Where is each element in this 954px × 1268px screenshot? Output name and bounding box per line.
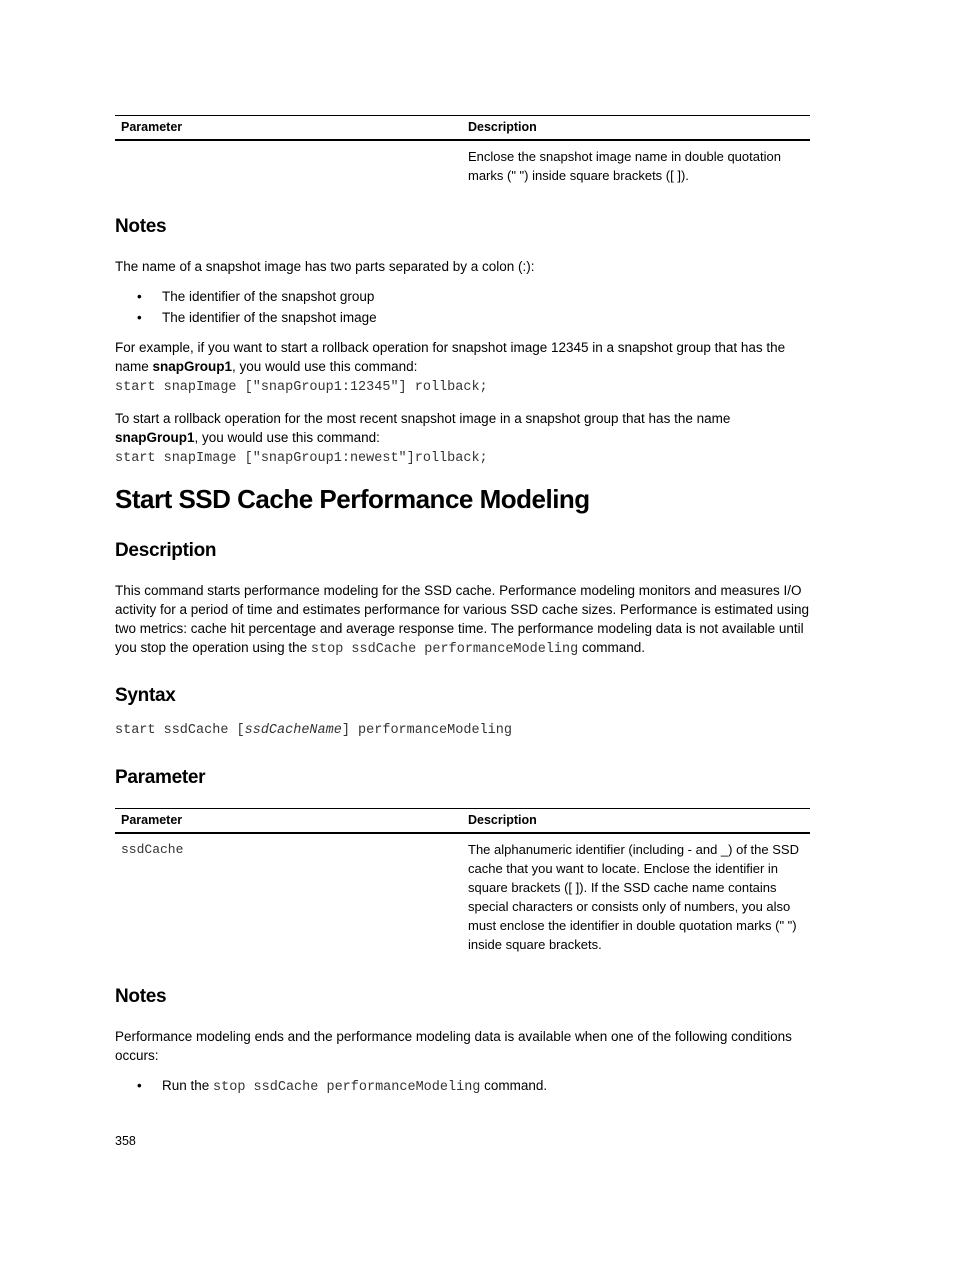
- list-item: • The identifier of the snapshot group: [115, 286, 810, 307]
- bullet-post: command.: [480, 1078, 548, 1093]
- column-header-parameter: Parameter: [121, 120, 183, 134]
- example-2-post: , you would use this command:: [194, 430, 380, 445]
- description-cell: The alphanumeric identifier (including - and _) of the SSD cache that you want to locate. Enclose the identifier in square brackets ([ ]). If the SSD cache name contains special characters or consists only of numbers, you also must enclose the identifier in double quotation marks (" ") inside square brackets.: [468, 842, 799, 952]
- param-cell: ssdCache: [121, 842, 184, 857]
- table-header-row: [115, 809, 810, 834]
- table-row: [115, 140, 810, 191]
- code-example-1: start snapImage ["snapGroup1:12345"] rollback;: [115, 380, 488, 395]
- column-header-description: Description: [468, 120, 537, 134]
- syntax-heading: Syntax: [115, 685, 176, 706]
- syntax-italic: ssdCacheName: [244, 723, 342, 738]
- notes-heading: Notes: [115, 986, 167, 1007]
- section-title: Start SSD Cache Performance Modeling: [115, 484, 590, 514]
- bullet-pre: Run the: [162, 1078, 214, 1093]
- notes-heading: Notes: [115, 216, 167, 237]
- syntax-post: ] performanceModeling: [341, 723, 512, 738]
- list-item: • The identifier of the snapshot image: [115, 307, 810, 328]
- param-cell: [115, 140, 462, 191]
- code-example-2: start snapImage ["snapGroup1:newest"]rollback;: [115, 451, 488, 466]
- bullet-code: stop ssdCache performanceModeling: [213, 1080, 481, 1095]
- notes-intro: The name of a snapshot image has two parts separated by a colon (:):: [115, 259, 535, 274]
- example-2-pre: To start a rollback operation for the most recent snapshot image in a snapshot group that has the name: [115, 411, 731, 426]
- description-end: command.: [578, 640, 646, 655]
- top-parameter-table: [115, 115, 810, 191]
- description-code: stop ssdCache performanceModeling: [310, 642, 579, 657]
- notes-text: Performance modeling ends and the performance modeling data is available when one of the following conditions occurs:: [115, 1029, 792, 1063]
- example-1-pre: For example, if you want to start a rollback operation for snapshot image 12345 in a snapshot group that has the name: [115, 340, 786, 374]
- example-1-post: , you would use this command:: [232, 359, 418, 374]
- syntax-code: [115, 723, 512, 738]
- parameter-heading: Parameter: [115, 767, 206, 788]
- example-2-bold: snapGroup1: [115, 430, 195, 445]
- description-cell: Enclose the snapshot image name in double quotation marks (" ") inside square brackets ([ ]).: [468, 149, 781, 183]
- example-1-text: [115, 338, 810, 376]
- notes-bullet-list: [115, 1075, 810, 1098]
- list-item: [115, 1075, 810, 1098]
- column-header-parameter: Parameter: [121, 813, 183, 827]
- example-1-bold: snapGroup1: [152, 359, 233, 374]
- example-2-text: [115, 409, 810, 447]
- table-header-row: [115, 116, 810, 141]
- description-heading: Description: [115, 540, 217, 561]
- column-header-description: Description: [468, 813, 537, 827]
- syntax-pre: start ssdCache [: [115, 723, 245, 738]
- parameter-table: [115, 808, 810, 960]
- notes-bullet-list: [115, 286, 810, 328]
- description-body: This command starts performance modeling for the SSD cache. Performance modeling monitors and measures I/O activity for a period of time and estimates performance for various SSD cache sizes. Performance is estimated using two metrics: cache hit percentage and average response time. The performance modeling data is not available until you stop the operation using the: [115, 583, 810, 655]
- table-row: [115, 833, 810, 960]
- description-text: [115, 581, 810, 659]
- page-number: 358: [115, 1134, 136, 1148]
